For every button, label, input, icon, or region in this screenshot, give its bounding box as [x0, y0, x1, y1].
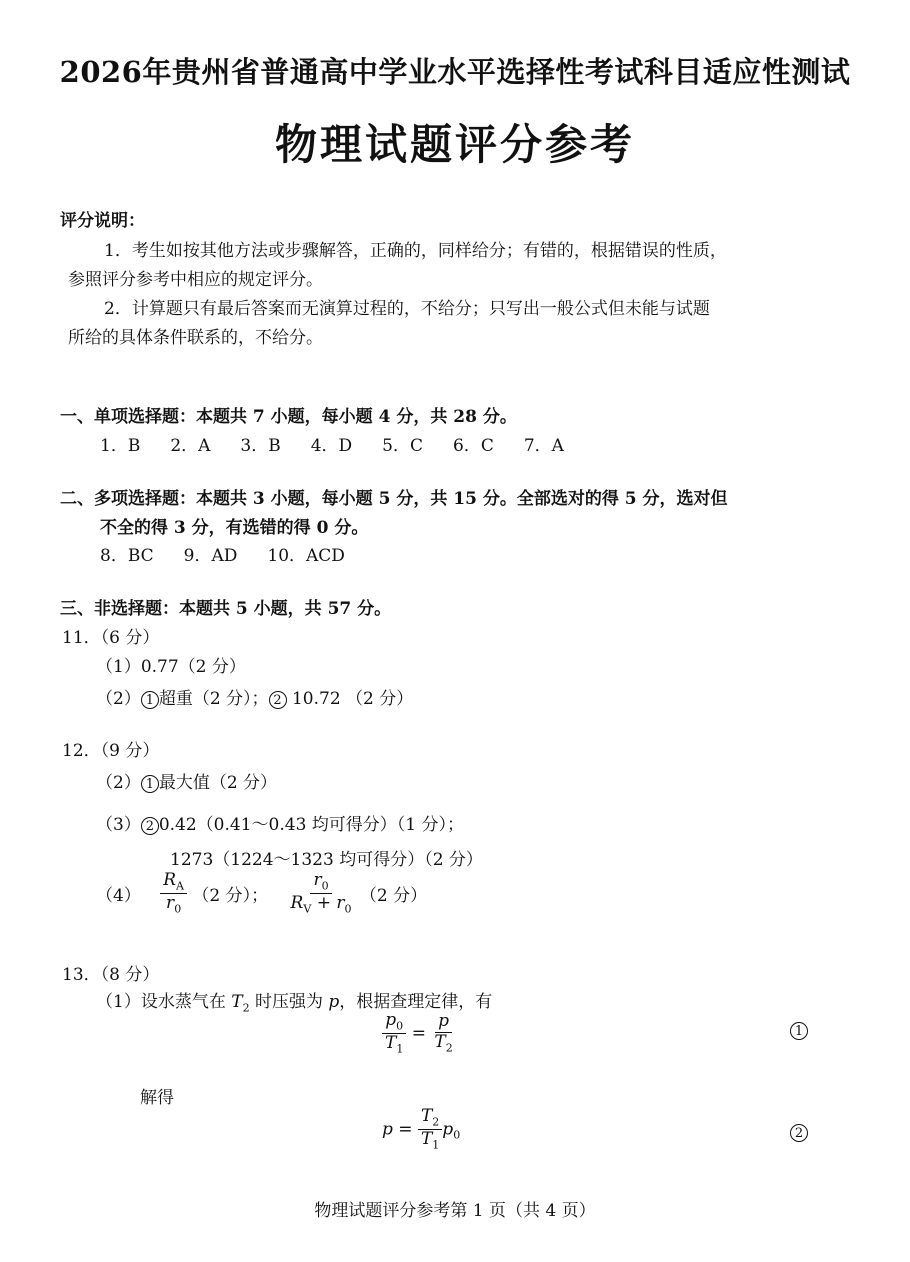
answer-7: 7．A: [523, 436, 564, 456]
fraction-r0-over-rv-plus-r0: $\frac{r_0}{R_V + r_0}$: [290, 870, 352, 916]
section-1-answers: [100, 431, 594, 456]
answer-5: 5．C: [382, 436, 423, 456]
circled-number-2: 2: [269, 691, 287, 709]
answer-6: 6．C: [453, 436, 494, 456]
q12-part-3: （3） 2 0.42（0.41～0.43 均可得分）（1 分）；: [96, 815, 465, 835]
document-title: 物理试题评分参考: [274, 120, 635, 169]
equation-2: p = $\frac{T_2}{T_1}$ $p_0$: [382, 1106, 461, 1152]
answer-1: 1．B: [100, 436, 141, 456]
section-2-answers: [100, 541, 375, 566]
q12-label: 12．（9 分）: [62, 741, 160, 761]
q13-label: 13．（8 分）: [62, 965, 160, 985]
circled-number-2: 2: [141, 817, 159, 835]
q11-label: 11．（6 分）: [62, 628, 160, 648]
circled-number-1: 1: [141, 691, 159, 709]
answer-10: 10．ACD: [267, 546, 345, 566]
note-2-line-2: 所给的具体条件联系的，不给分。: [68, 328, 323, 348]
q13-part-1: （1）设水蒸气在 $T_2$ 时压强为 p，根据查理定律，有: [96, 992, 493, 1015]
q11-part-1: （1）0.77（2 分）: [96, 657, 246, 677]
answer-3: 3．B: [240, 436, 281, 456]
equation-1: $\frac{p_0}{T_1}$ = $\frac{p}{T_2}$: [382, 1012, 456, 1055]
answer-9: 9．AD: [183, 546, 238, 566]
answer-4: 4．D: [310, 436, 353, 456]
section-3-heading: 三、非选择题：本题共 5 小题，共 57 分。: [60, 599, 392, 619]
page-footer: 物理试题评分参考第 1 页（共 4 页）: [314, 1201, 596, 1221]
answer-2: 2．A: [170, 436, 211, 456]
exam-title: 2026年贵州省普通高中学业水平选择性考试科目适应性测试: [59, 55, 851, 89]
equation-1-marker: 1: [790, 1020, 808, 1040]
note-1-line-1: 1．考生如按其他方法或步骤解答，正确的，同样给分；有错的，根据错误的性质，: [104, 241, 727, 261]
equation-2-marker: 2: [790, 1122, 808, 1142]
fraction-ra-over-r0: $\frac{R_A}{r_0}$: [160, 872, 187, 915]
notes-heading: 评分说明：: [60, 211, 145, 231]
note-1-line-2: 参照评分参考中相应的规定评分。: [68, 270, 323, 290]
q12-part-4: （4） $\frac{R_A}{r_0}$ （2 分）； $\frac{r_0}{R_V + r_0}$ （2 分）: [96, 870, 428, 916]
answer-8: 8．BC: [100, 546, 154, 566]
section-2-heading-line-2: 不全的得 3 分，有选错的得 0 分。: [100, 518, 369, 538]
q12-part-2: （2） 1 最大值（2 分）: [96, 773, 278, 793]
q11-part-2: （2） 1 超重（2 分）； 2 10.72 （2 分）: [96, 689, 414, 709]
note-2-line-1: 2．计算题只有最后答案而无演算过程的，不给分；只写出一般公式但未能与试题: [104, 299, 710, 319]
circled-number-1: 1: [141, 775, 159, 793]
solve-label: 解得: [140, 1088, 174, 1108]
section-1-heading: 一、单项选择题：本题共 7 小题，每小题 4 分，共 28 分。: [60, 407, 517, 427]
q12-part-3-line-2: 1273（1224～1323 均可得分）（2 分）: [170, 850, 483, 870]
section-2-heading-line-1: 二、多项选择题：本题共 3 小题，每小题 5 分，共 15 分。全部选对的得 5 分，选对但: [60, 489, 728, 509]
